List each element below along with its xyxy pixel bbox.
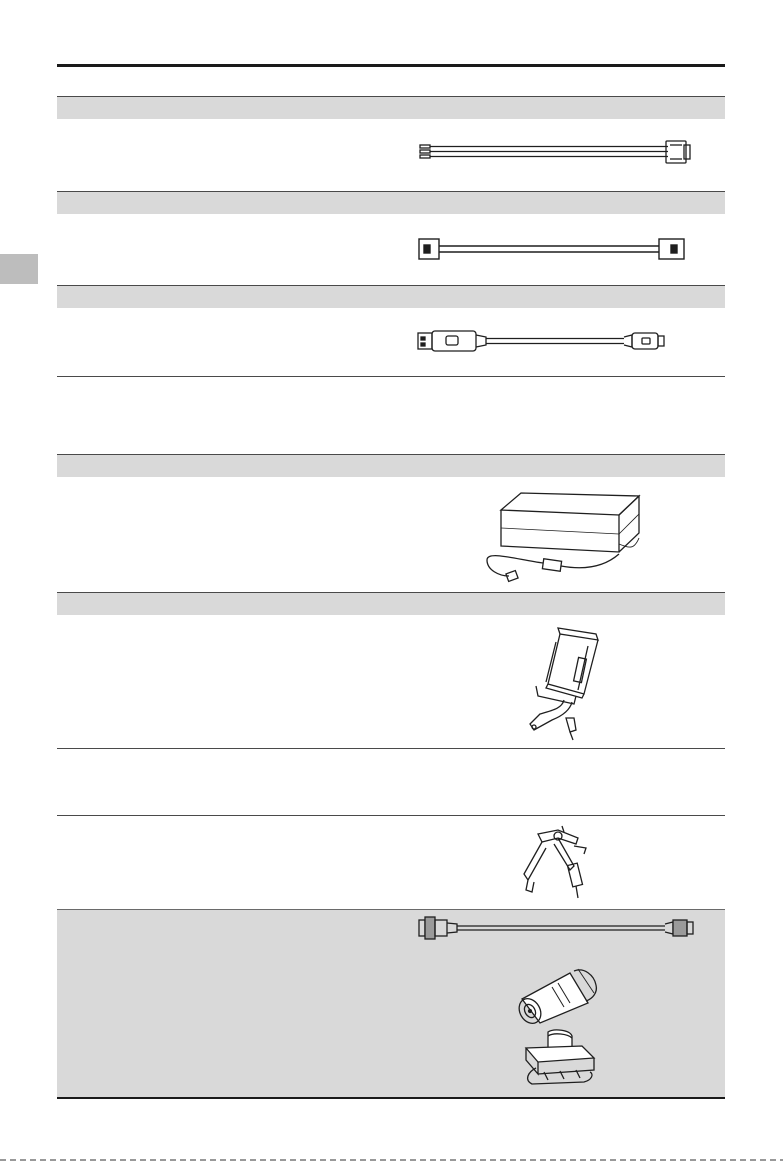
flat-cable-icon [417, 235, 689, 263]
section-header-bar-3 [57, 285, 725, 308]
section-header-bar-1 [57, 96, 725, 119]
page-bottom-dashed-edge [0, 1159, 783, 1161]
section-header-bar-5 [57, 592, 725, 615]
power-adapter-icon [479, 488, 649, 586]
divider-line-2 [57, 748, 725, 749]
usb-cable-icon [416, 326, 668, 356]
mounting-bracket-icon [518, 824, 598, 902]
bnc-coaxial-cable-icon [417, 913, 697, 943]
divider-line-3 [57, 815, 725, 816]
chapter-side-tab [0, 254, 38, 284]
three-wire-cable-icon [418, 136, 693, 170]
top-rule [57, 64, 725, 67]
section-header-bar-2 [57, 191, 725, 214]
bnc-barrel-adapter-icon [508, 963, 604, 1025]
cable-clamp-icon [510, 1028, 600, 1090]
mobile-device-holder-icon [518, 624, 618, 744]
section-header-bar-4 [57, 454, 725, 477]
bottom-rule [57, 1097, 725, 1099]
divider-line-1 [57, 376, 725, 377]
